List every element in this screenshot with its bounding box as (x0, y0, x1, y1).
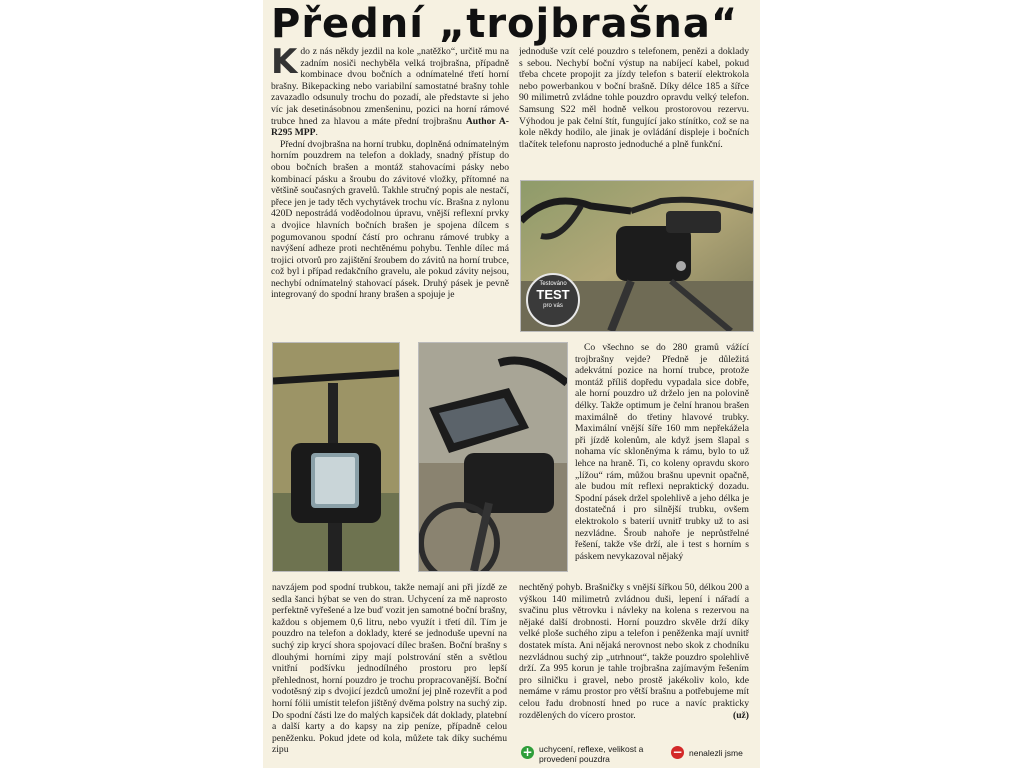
photo-bag-front-view (272, 342, 400, 572)
plus-icon: + (522, 745, 533, 759)
text-column-3 (575, 342, 749, 580)
paragraph-intro: Kdo z nás někdy jezdil na kole „natěžko“, určitě mu na zadním nosiči nechyběla velká trojbrašna, případně kombinace dvou bočních a odnímatelné třetí horní brašny. Bikepacking nebo variabilní samostatné brašny tohle zavazadlo odsunuly trochu do pozadí, ale představte si jeho víc jak desetinásobnou zmenšeninu, pozici na horní rámové trubce hned za hlavou a máte přední trojbrašnu Author A-R295 MPP. (271, 46, 509, 139)
product-name: Author A-R295 MPP (271, 115, 509, 139)
bag-front-illustration (273, 343, 399, 571)
test-badge (526, 273, 580, 327)
pouch-open-illustration (419, 343, 567, 571)
badge-bottom: pro vás (543, 303, 563, 309)
paragraph: navzájem pod spodní trubkou, takže nemají ani při jízdě ze sedla šanci hýbat se ven do stran. Uchycení za mě naprosto perfektně vyřešené a lze buď vozit jen samotné boční brašny, každou s objemem 0,6 litru, nebo využít i třetí díl. Tím je pouzdro na telefon a doklady, které se jednoduše upevní na suchý zip krycí shora spojovací dílec brašen. Boční brašny s dlouhými horními zipy mají polstrování stěn a světlou vnitřní podšívku jednodílného prostoru pro lepší přehlednost, horní pouzdro je trochu propracovanější. Boční vodotěsný zip s dvojicí jezdců umožní jej plně rozevřít a pod horní fólii umístit telefon jištěný dvěma polstry na suchý zip. Do spodní části lze do malých kapsiček dát doklady, platební a další karty a do kapsy na zip peníze, případně celou peněženku. Pokud jdete od kola, můžete tak díky suchému zipu (272, 582, 507, 756)
dropcap: K (271, 46, 298, 82)
paragraph: Přední dvojbrašna na horní trubku, doplněná odnímatelným horním pouzdrem na telefon a doklady, snadný přístup do obou bočních brašen a montáž stahovacími pásky nebo kombinací pásku a šroubu do závitové vložky, přítomné na většině současných gravelů. Takhle stručný popis ale nestačí, přece jen je tady těch vychytávek trochu víc. Brašna z nylonu 420D nepostrádá voděodolnou úpravu, vnější reflexní prvky a dvojice hlavních bočních brašen je spojena dílcem s pogumovanou spodní částí pro ochranu rámové trubky a navýšení adheze proti nechtěnému pohybu. Tenhle dílec má trojici otvorů pro zajištění šroubem do závitů na horní trubce, což byl i případ redakčního gravelu, ale pokud závity nejsou, nechybí odnímatelný stahovací pásek. Druhý pásek je pevně integrovaný do spodní hrany brašen a spojuje je (271, 138, 509, 301)
photo-phone-pouch-open (418, 342, 568, 572)
paragraph: jednoduše vzít celé pouzdro s telefonem, penězi a doklady s sebou. Nechybí boční výstup na nabíjecí kabel, pokud třeba chcete propojit za jízdy telefon s baterií elektrokola nebo powerbankou v boční brašně. Díky délce 185 a šířce 90 milimetrů zvládne tohle pouzdro opravdu velký telefon. Samsung S22 měl hodně velkou prostorovou rezervu. Výhodou je pak čelní štít, fungující jako stínítko, což se na kole někdy hodilo, ale jinak je ovládání displeje i bočních tlačítek telefonu naprosto jednoduché a plně funkční. (519, 46, 749, 150)
magazine-page (263, 0, 760, 768)
headline: Přední „trojbrašna“ (271, 1, 739, 47)
author-signature: (už) (733, 709, 749, 721)
cons-text: nenalezli jsme (689, 748, 743, 758)
badge-main: TEST (536, 287, 570, 302)
paragraph: Co všechno se do 280 gramů vážící trojbrašny vejde? Předně je důležitá adekvátní pozice na horní trubce, protože montáž příliš dopředu vypadala sice dobře, ale horní pouzdro už drželo jen na polovině délky. Takže optimum je čelní hranou brašen maximálně do třetiny hlavové trubky. Maximální vnější šíře 160 mm nepřekážela při jízdě kolenům, ale když jsem šlapal s nohama víc skloněnýma k rámu, bylo to už lehce na hraně. Ti, co koleny opravdu skoro „lížou“ rám, můžou brašnu upevnit opačně, ale budou mít reflexi nepraktický dozadu. Spodní pásek držel spolehlivě a jeho délka je dostatečná i pro silnější trubku, ovšem elektrokolo s baterií uvnitř trubky už to asi nezvládne. Šroub nahoře je neprůstřelné řešení, takže vše drží, ale i test s horním s páskem nevykazoval nějaký (575, 342, 749, 562)
pros-text: uchycení, reflexe, velikost a provedení pouzdra (539, 744, 644, 764)
paragraph: nechtěný pohyb. Brašničky s vnější šířkou 50, délkou 200 a výškou 140 milimetrů zvládnou duši, lepení i nářadí a svačinu plus větrovku i návleky na kolena s rezervou na nějaké další drobnosti. Horní pouzdro skvěle drží díky velké ploše suchého zipu a telefon i peněženka mají uvnitř dostatek místa. Ani nějaká nerovnost nebo skok z chodníku nezvládnou suchý zip „utrhnout“, takže pouzdro spolehlivě drží. Za 995 korun je tahle trojbrašna zajímavým řešením pro silničku i gravel, nebo prostě jakékoliv kolo, kde nemáme v rámu prostor pro větší brašnu a potřebujeme mít celou řadu drobností hned po ruce a navíc prakticky rozdělených do vícero prostor. (už) (519, 582, 749, 721)
text-column-4 (272, 582, 507, 766)
photo-bag-on-bike-side (520, 180, 754, 332)
minus-icon: − (672, 745, 683, 759)
text-column-1 (271, 46, 509, 332)
text-column-5 (519, 582, 749, 738)
badge-top: Testováno (539, 281, 567, 287)
text-column-2 (519, 46, 749, 174)
